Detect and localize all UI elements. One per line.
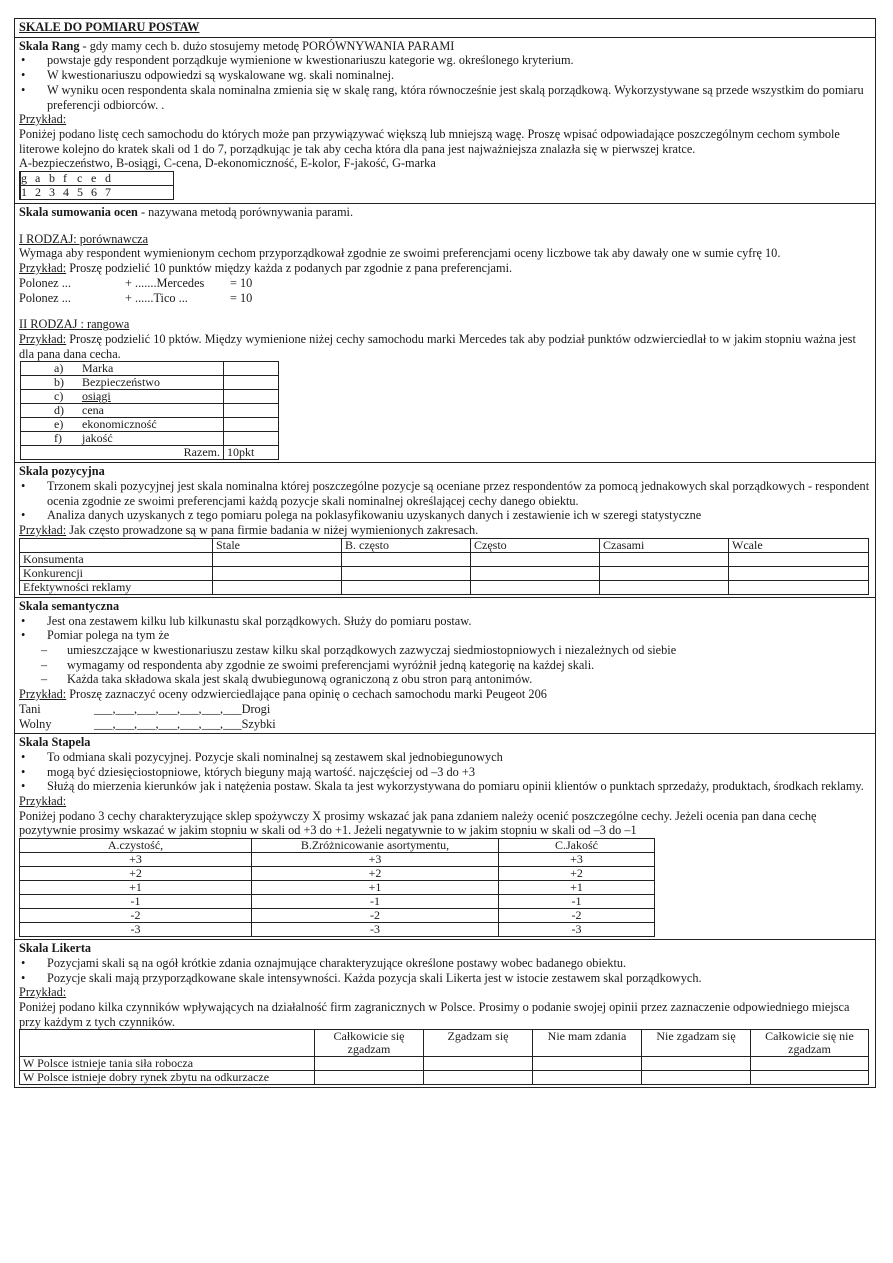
example-label: Przykład: [19, 261, 67, 276]
table-row: Efektywności reklamy [20, 580, 869, 594]
semantic-scale[interactable]: ___,___,___,___,___,___,___ [94, 701, 242, 716]
bullet-item: • Analiza danych uzyskanych z tego pomiaru polega na poklasyfikowaniu uzyskanych danych i zestawienie ich w szeregi statystyczne [21, 508, 702, 523]
column-header: Zgadzam się [424, 1030, 533, 1057]
likert-table [19, 1029, 869, 1085]
column-header: Czasami [600, 538, 729, 552]
bullet-icon: • [21, 508, 26, 523]
rank-number: 7 [105, 185, 113, 200]
table-row: Konsumenta [20, 552, 869, 566]
column-header: Wcale [729, 538, 869, 552]
example-label: Przykład: [19, 794, 67, 809]
section-skala-sumowania [14, 204, 876, 463]
semantic-pair: Tani ___,___,___,___,___,___,___ Drogi [19, 701, 271, 716]
example-text: Poniżej podano 3 cechy charakteryzujące sklep spożywczy X prosimy wskazać jak pana zdaniem należy ocenić poszczególne cechy. Jeżeli ocenia pan dana cechę pozytywnie prosimy wskazać w jakim stopniu w skali od +3 do +1. Jeżeli negatywnie to w jakim stopniu w skali od –3 do –1 [19, 808, 817, 838]
dash-item: – wymagamy od respondenta aby zgodnie ze swoimi preferencjami wyróżnił jedną kategorię na każdej skali. [41, 657, 595, 672]
bullet-icon: • [21, 779, 26, 794]
table-row: b) Bezpieczeństwo [21, 376, 279, 390]
example-label: Przykład: [19, 985, 67, 1000]
section-skala-likerta [14, 940, 876, 1088]
bullet-item: • mogą być dziesięciostopniowe, których bieguny mają wartość. najczęściej od –3 do +3 [21, 764, 475, 779]
points-table [20, 361, 279, 460]
section-skala-semantyczna [14, 598, 876, 734]
bullet-item: • Pomiar polega na tym że [21, 628, 170, 643]
bullet-item: • Pozycje skali mają przyporządkowane skale intensywności. Każda pozycja skali Likerta jest w istocie zestawem skal porządkowych. [21, 970, 702, 985]
legend-text: A-bezpieczeństwo, B-osiągi, C-cena, D-ekonomiczność, E-kolor, F-jakość, G-marka [19, 156, 436, 171]
example-label: Przykład: [19, 331, 67, 346]
points-cell[interactable] [224, 404, 279, 418]
rank-number: 3 [49, 185, 57, 200]
semantic-pair: Wolny ___,___,___,___,___,___,___ Szybki [19, 716, 276, 731]
bullet-icon: • [21, 628, 26, 643]
rank-letter: a [35, 172, 49, 186]
pair-line: Polonez ... + ......Tico ... = 10 [19, 290, 253, 305]
table-row: Konkurencji [20, 566, 869, 580]
section-title: Skala Rang [19, 38, 80, 53]
table-row: -2 -2 -2 [20, 909, 655, 923]
column-header: C.Jakość [499, 839, 655, 853]
column-header: Nie zgadzam się [642, 1030, 751, 1057]
table-row: a) Marka [21, 362, 279, 376]
column-header: Nie mam zdania [533, 1030, 642, 1057]
bullet-icon: • [21, 613, 26, 628]
pair-line: Polonez ... + .......Mercedes = 10 [19, 275, 253, 290]
bullet-icon: • [21, 68, 26, 83]
table-row: f) jakość [21, 432, 279, 446]
section-skala-stapela [14, 734, 876, 940]
section-skala-pozycyjna [14, 463, 876, 598]
bullet-item: • To odmiana skali pozycyjnej. Pozycje skali nominalnej są zestawem skal jednobiegunowych [21, 749, 503, 764]
table-row: +1 +1 +1 [20, 881, 655, 895]
section-title: Skala Likerta [19, 941, 92, 956]
example-label: Przykład: [19, 687, 67, 702]
paragraph: Wymaga aby respondent wymienionym cechom przyporządkował zgodnie ze swoimi preferencjami oceny liczbowe tak aby dawały one w sumie cyfrę 10. [19, 246, 781, 261]
rank-letter: b [49, 172, 63, 186]
rank-table [19, 171, 174, 200]
section-title: Skala semantyczna [19, 598, 120, 613]
table-row: +2 +2 +2 [20, 867, 655, 881]
rank-letter: e [91, 172, 105, 186]
bullet-icon: • [21, 970, 26, 985]
column-header: Całkowicie się nie zgadzam [751, 1030, 869, 1057]
semantic-scale[interactable]: ___,___,___,___,___,___,___ [94, 716, 242, 731]
points-cell[interactable] [224, 418, 279, 432]
column-header: Stale [213, 538, 342, 552]
document-header [14, 18, 876, 38]
example-text: Proszę podzielić 10 pktów. Między wymienione niżej cechy samochodu marki Mercedes tak aby podział punktów odzwierciedlał to w jakim stopniu ważna jest dla pana dana cecha. [19, 331, 856, 361]
bullet-item: • Pozycjami skali są na ogół krótkie zdania oznajmujące charakteryzujące określone postawy wobec badanego obiektu. [21, 955, 627, 970]
example-text: Poniżej podano kilka czynników wpływających na działalność firm zagranicznych w Polsce. Prosimy o podanie swojej opinii przez zaznaczenie odpowiedniego miejsca przy każdym z tych czynników. [19, 999, 850, 1029]
bullet-icon: • [21, 749, 26, 764]
table-row: e) ekonomiczność [21, 418, 279, 432]
example-text: Proszę podzielić 10 punktów między każda z podanych par zgodnie z pana preferencjami. [66, 261, 513, 276]
subsection-title: II RODZAJ : rangowa [19, 317, 130, 332]
table-row: -1 -1 -1 [20, 895, 655, 909]
table-header-row [20, 538, 869, 552]
column-header: Całkowicie się zgadzam [315, 1030, 424, 1057]
section-subtitle: - gdy mamy cech b. dużo stosujemy metodę PORÓWNYWANIA PARAMI [79, 38, 455, 53]
table-row: -3 -3 -3 [20, 923, 655, 937]
bullet-item: • Jest ona zestawem kilku lub kilkunastu skal porządkowych. Służy do pomiaru postaw. [21, 613, 472, 628]
bullet-item: • W kwestionariuszu odpowiedzi są wyskalowane wg. skali nominalnej. [21, 68, 395, 83]
table-row: +3 +3 +3 [20, 853, 655, 867]
table-header-row [20, 839, 655, 853]
bullet-icon: • [21, 53, 26, 68]
column-header: Często [471, 538, 600, 552]
rank-number: 4 [63, 185, 71, 200]
dash-item: – umieszczające w kwestionariuszu zestaw kilku skal porządkowych zazwyczaj siedmiostopniowych i niezależnych od siebie [41, 642, 677, 657]
document-title: SKALE DO POMIARU POSTAW [19, 20, 200, 34]
bullet-icon: • [21, 82, 26, 97]
example-label: Przykład: [19, 112, 67, 127]
column-header: B. często [342, 538, 471, 552]
bullet-icon: • [21, 479, 26, 494]
rank-letter: d [105, 172, 174, 186]
rank-number: 1 [21, 185, 29, 200]
subsection-title: I RODZAJ: porównawcza [19, 231, 149, 246]
points-cell[interactable] [224, 362, 279, 376]
example-text: Jak często prowadzone są w pana firmie badania w niżej wymienionych zakresach. [66, 523, 479, 538]
rank-number: 5 [77, 185, 85, 200]
bullet-item: • Trzonem skali pozycyjnej jest skala nominalna której poszczególne pozycje są oceniane przez respondentów za pomocą jednakowych skal porządkowych - respondent ocenia zgodnie ze swoimi preferencjami każdą pozycje skali nominalnej określającej cechy danego obiektu. [21, 479, 870, 508]
section-title: Skala pozycyjna [19, 464, 105, 479]
section-skala-rang [14, 38, 876, 204]
section-subtitle: - nazywana metodą porównywania parami. [137, 205, 354, 220]
bullet-icon: • [21, 764, 26, 779]
table-total-row: Razem. 10pkt [21, 446, 279, 460]
table-row: c) osiągi [21, 390, 279, 404]
example-text: Proszę zaznaczyć oceny odzwierciedlające pana opinię o cechach samochodu marki Peugeot 206 [66, 687, 547, 702]
rank-letter: f [63, 172, 77, 186]
bullet-item: • Służą do mierzenia kierunków jak i natężenia postaw. Skala ta jest wykorzystywana do pomiaru opinii klientów o punktach sprzedaży, produktach, środkach reklamy. [21, 779, 864, 794]
points-cell[interactable] [224, 390, 279, 404]
example-text: Poniżej podano listę cech samochodu do których może pan przywiązywać większą lub mniejszą wagę. Proszę wpisać odpowiadające poszczególnym cechom symbole literowe kolejno do kratek skali od 1 do 7, porządkując je tak aby cecha która dla pana jest najważniejsza znalazła się w pierwszej kratce. [19, 126, 840, 156]
table-header-row [20, 1030, 869, 1057]
table-row: d) cena [21, 404, 279, 418]
bullet-item: • powstaje gdy respondent porządkuje wymienione w kwestionariuszu kategorie wg. określonego kryterium. [21, 53, 574, 68]
section-title: Skala Stapela [19, 735, 91, 750]
stapel-table [19, 838, 655, 937]
points-cell[interactable] [224, 376, 279, 390]
rank-letter: c [77, 172, 91, 186]
rank-letter: g [20, 172, 35, 186]
rank-number: 6 [91, 185, 99, 200]
section-title: Skala sumowania ocen [19, 205, 138, 220]
frequency-table [19, 538, 869, 595]
points-cell[interactable] [224, 432, 279, 446]
table-row: W Polsce istnieje tania siła robocza [20, 1057, 869, 1071]
column-header: B.Zróżnicowanie asortymentu, [252, 839, 499, 853]
rank-number: 2 [35, 185, 43, 200]
column-header: A.czystość, [20, 839, 252, 853]
example-label: Przykład: [19, 523, 67, 538]
bullet-item: • W wyniku ocen respondenta skala nominalna zmienia się w skalę rang, która równocześnie jest skalą porządkową. Wykorzystywane są przede wszystkim do pomiaru preferencji odbiorców. . [21, 82, 864, 112]
table-row: W Polsce istnieje dobry rynek zbytu na odkurzacze [20, 1071, 869, 1085]
bullet-icon: • [21, 955, 26, 970]
document-page [14, 18, 876, 1088]
dash-item: – Każda taka składowa skala jest skalą dwubiegunową ograniczoną z obu stron parą antonimów. [41, 672, 533, 687]
